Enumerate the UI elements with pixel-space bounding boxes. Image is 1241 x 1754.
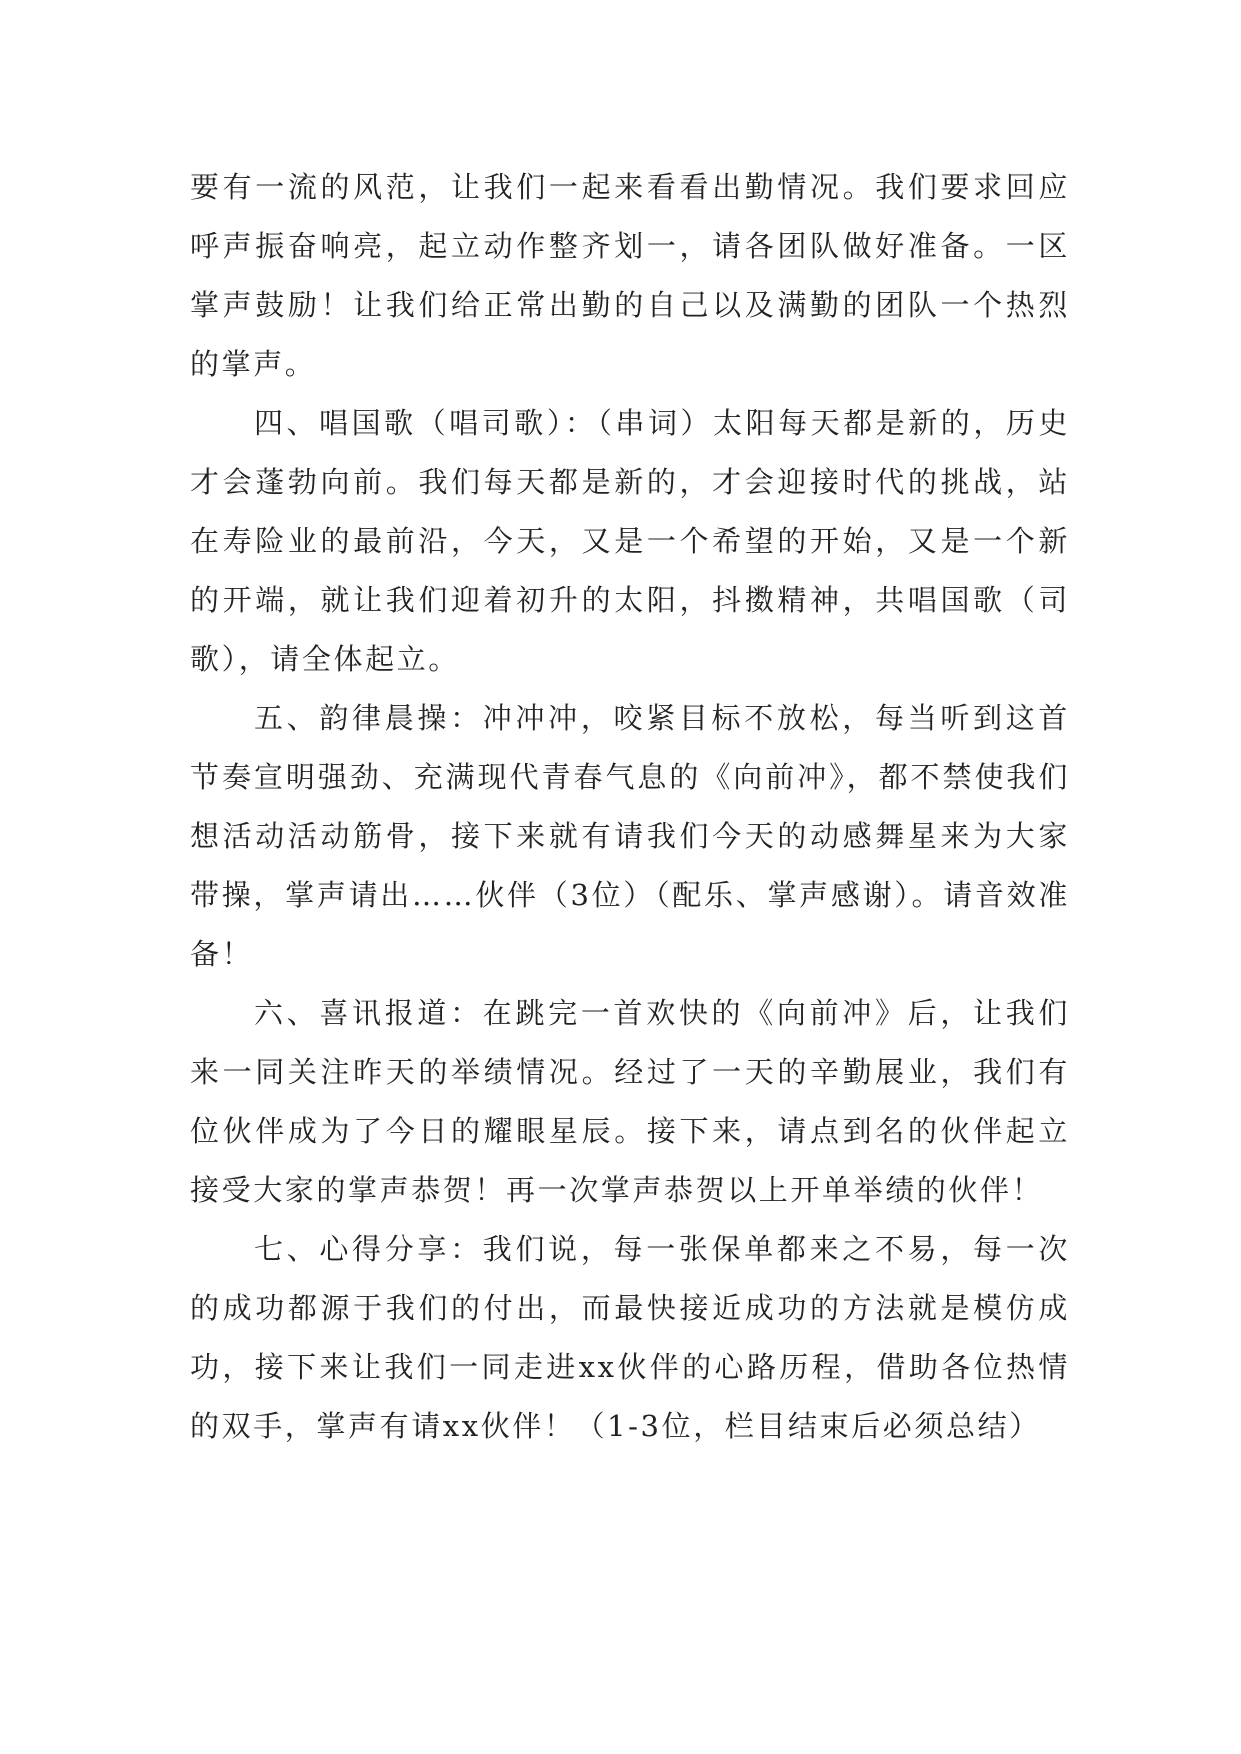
paragraph-experience-sharing: 七、心得分享：我们说，每一张保单都来之不易，每一次的成功都源于我们的付出，而最快接近成功的方法就是模仿成功，接下来让我们一同走进xx伙伴的心路历程，借助各位热情的双手，掌声有请xx伙伴！（1-3位，栏目结束后必须总结） bbox=[190, 1232, 1070, 1443]
paragraph-attendance: 要有一流的风范，让我们一起来看看出勤情况。我们要求回应呼声振奋响亮，起立动作整齐划一，请各团队做好准备。一区掌声鼓励！让我们给正常出勤的自己以及满勤的团队一个热烈的掌声。 bbox=[190, 170, 1070, 381]
paragraph-morning-exercise: 五、韵律晨操：冲冲冲，咬紧目标不放松，每当听到这首节奏宣明强劲、充满现代青春气息的《向前冲》，都不禁使我们想活动活动筋骨，接下来就有请我们今天的动感舞星来为大家带操，掌声请出……伙伴（3位）（配乐、掌声感谢）。请音效准备！ bbox=[190, 701, 1070, 971]
paragraph-good-news: 六、喜讯报道：在跳完一首欢快的《向前冲》后，让我们来一同关注昨天的举绩情况。经过了一天的辛勤展业，我们有位伙伴成为了今日的耀眼星辰。接下来，请点到名的伙伴起立接受大家的掌声恭贺！再一次掌声恭贺以上开单举绩的伙伴！ bbox=[190, 996, 1070, 1207]
paragraph-national-anthem: 四、唱国歌（唱司歌）：（串词）太阳每天都是新的，历史才会蓬勃向前。我们每天都是新的，才会迎接时代的挑战，站在寿险业的最前沿，今天，又是一个希望的开始，又是一个新的开端，就让我们迎着初升的太阳，抖擞精神，共唱国歌（司歌），请全体起立。 bbox=[190, 406, 1070, 676]
document-body bbox=[190, 158, 1070, 1456]
